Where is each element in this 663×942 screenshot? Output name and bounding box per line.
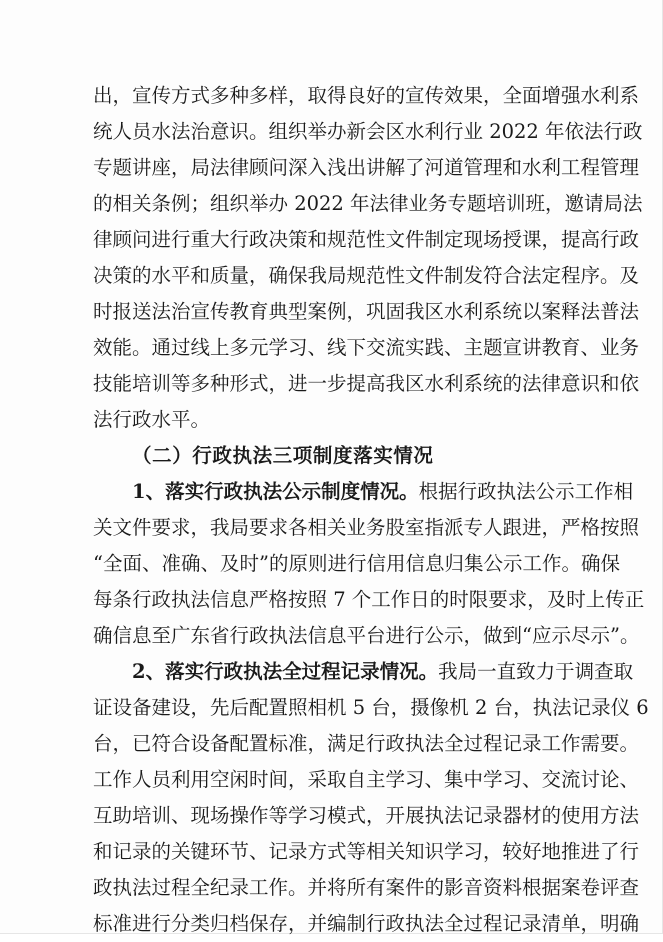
item-1-bold-lead: 1、落实行政执法公示制度情况。 — [132, 480, 419, 503]
paragraph-line: 决策的水平和质量，确保我局规范性文件制发符合法定程序。及 — [93, 264, 640, 287]
paragraph-line: 标准进行分类归档保存，并编制行政执法全过程记录清单，明确 — [93, 912, 640, 935]
paragraph-line: 工作人员利用空闲时间，采取自主学习、集中学习、交流讨论、 — [93, 768, 640, 791]
paragraph-line: 时报送法治宣传教育典型案例，巩固我区水利系统以案释法普法 — [93, 300, 640, 323]
paragraph-line: 出，宣传方式多种多样，取得良好的宣传效果，全面增强水利系 — [93, 84, 640, 107]
paragraph-line: 律顾问进行重大行政决策和规范性文件制定现场授课，提高行政 — [93, 228, 640, 251]
paragraph-line: 的相关条例；组织举办 2022 年法律业务专题培训班，邀请局法 — [93, 192, 643, 215]
paragraph-line: 效能。通过线上多元学习、线下交流实践、主题宣讲教育、业务 — [93, 336, 640, 359]
paragraph-line: 关文件要求，我局要求各相关业务股室指派专人跟进，严格按照 — [93, 516, 640, 539]
paragraph-line: 确信息至广东省行政执法信息平台进行公示，做到“应示尽示”。 — [93, 624, 640, 647]
paragraph-line: 技能培训等多种形式，进一步提高我区水利系统的法律意识和依 — [93, 372, 640, 395]
item-2-first-line — [132, 654, 634, 690]
item-1-first-rest: 根据行政执法公示工作相 — [418, 480, 634, 503]
paragraph-line: 法行政水平。 — [93, 408, 211, 431]
item-1-first-line — [132, 474, 634, 510]
paragraph-line: 互助培训、现场操作等学习模式，开展执法记录器材的使用方法 — [93, 804, 640, 827]
item-2-first-rest: 我局一直致力于调查取 — [438, 660, 634, 683]
paragraph-line: 台，已符合设备配置标准，满足行政执法全过程记录工作需要。 — [93, 732, 640, 755]
paragraph-line: 和记录的关键环节、记录方式等相关知识学习，较好地推进了行 — [93, 840, 640, 863]
paragraph-line: 专题讲座，局法律顾问深入浅出讲解了河道管理和水利工程管理 — [93, 156, 640, 179]
paragraph-line: 政执法过程全纪录工作。并将所有案件的影音资料根据案卷评查 — [93, 876, 640, 899]
paragraph-line: “全面、准确、及时”的原则进行信用信息归集公示工作。确保 — [93, 552, 620, 575]
item-2-bold-lead: 2、落实行政执法全过程记录情况。 — [132, 660, 439, 683]
section-heading: （二）行政执法三项制度落实情况 — [132, 444, 434, 467]
paragraph-line: 统人员水法治意识。组织举办新会区水利行业 2022 年依法行政 — [93, 120, 643, 143]
paragraph-line: 证设备建设，先后配置照相机 5 台，摄像机 2 台，执法记录仪 6 — [93, 696, 649, 719]
paragraph-line: 每条行政执法信息严格按照 7 个工作日的时限要求，及时上传正 — [93, 588, 645, 611]
